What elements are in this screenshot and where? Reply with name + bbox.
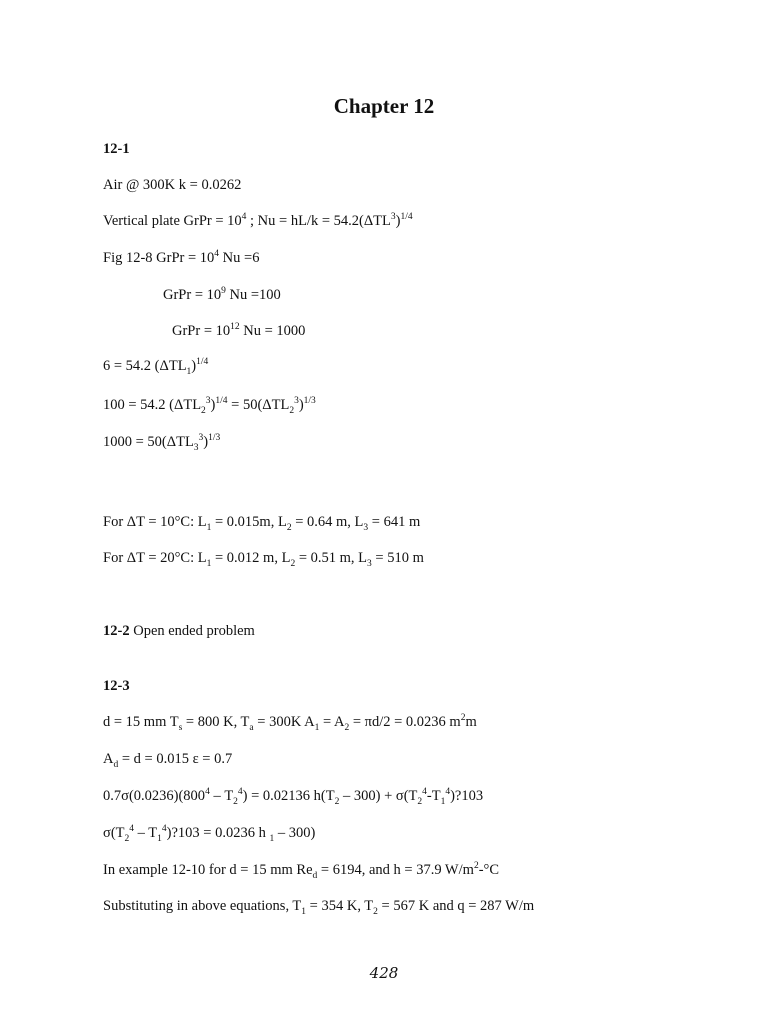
problem-12-2: 12-2 Open ended problem [103,623,255,639]
equation-line: $A_d = d = 0.015$ ε = 0.7 [103,751,233,770]
problem-heading-12-2: 12-2 [103,623,130,639]
equation-line: GrPr = $10^{12}$ Nu = 1000 [172,322,306,339]
equation-line: 6 = 54.2 $(\Delta TL_1)^{1/4}$ [103,357,209,377]
equation-line: d = 15 mm $T_s = 800$ K, $T_a = 300K$ $A_1 = A_2 = \pi d/2 = 0.0236$ $m^2m$ [103,713,477,733]
text-line: Air @ 300K k = 0.0262 [103,177,242,193]
equation-line: Fig 12-8 GrPr = $10^4$ Nu =6 [103,249,260,266]
result-line: Substituting in above equations, $T_1 = 354$ K, $T_2 = 567$ K and q = 287 W/m [103,898,535,917]
equation-line: GrPr = $10^9$ Nu =100 [163,286,281,303]
result-line: For ΔT = 10°C: $L_1 = 0.015m$, $L_2 = 0.64$ m, $L_3 = 641$ m [103,514,421,533]
equation-line: $\sigma(T_2^4$ – $T_1^4)?103 = 0.0236$ h $_1$ – 300) [103,824,316,844]
result-line: For ΔT = 20°C: $L_1 = 0.012$ m, $L_2 = 0.51$ m, $L_3 = 510$ m [103,550,424,569]
equation-line: $1000 = 50(\Delta TL_3^3)^{1/3}$ [103,433,221,453]
page-number: 428 [369,964,399,982]
equation-line: $0.7\sigma(0.0236)(800^4 - T_2^4) = 0.02136$ $h(T_2 - 300)$ + $\sigma(T_2^4-T_1^4)?103$ [103,787,484,807]
chapter-title: Chapter 12 [333,94,435,118]
problem-heading-12-3: 12-3 [103,678,130,694]
problem-heading-12-1: 12-1 [103,141,130,157]
text-line: In example 12-10 for d = 15 mm $Re_d = 6194$, and h = 37.9 $W/m^2-^\circ C$ [103,861,499,881]
equation-line: Vertical plate GrPr = $10^4$ ; $Nu = hL/k = 54.2(\Delta TL^3)^{1/4}$ [103,212,413,229]
equation-line: 100 = 54.2 $(\Delta TL_2^3)^{1/4} = 50(\Delta TL_2^3)^{1/3}$ [103,396,316,416]
